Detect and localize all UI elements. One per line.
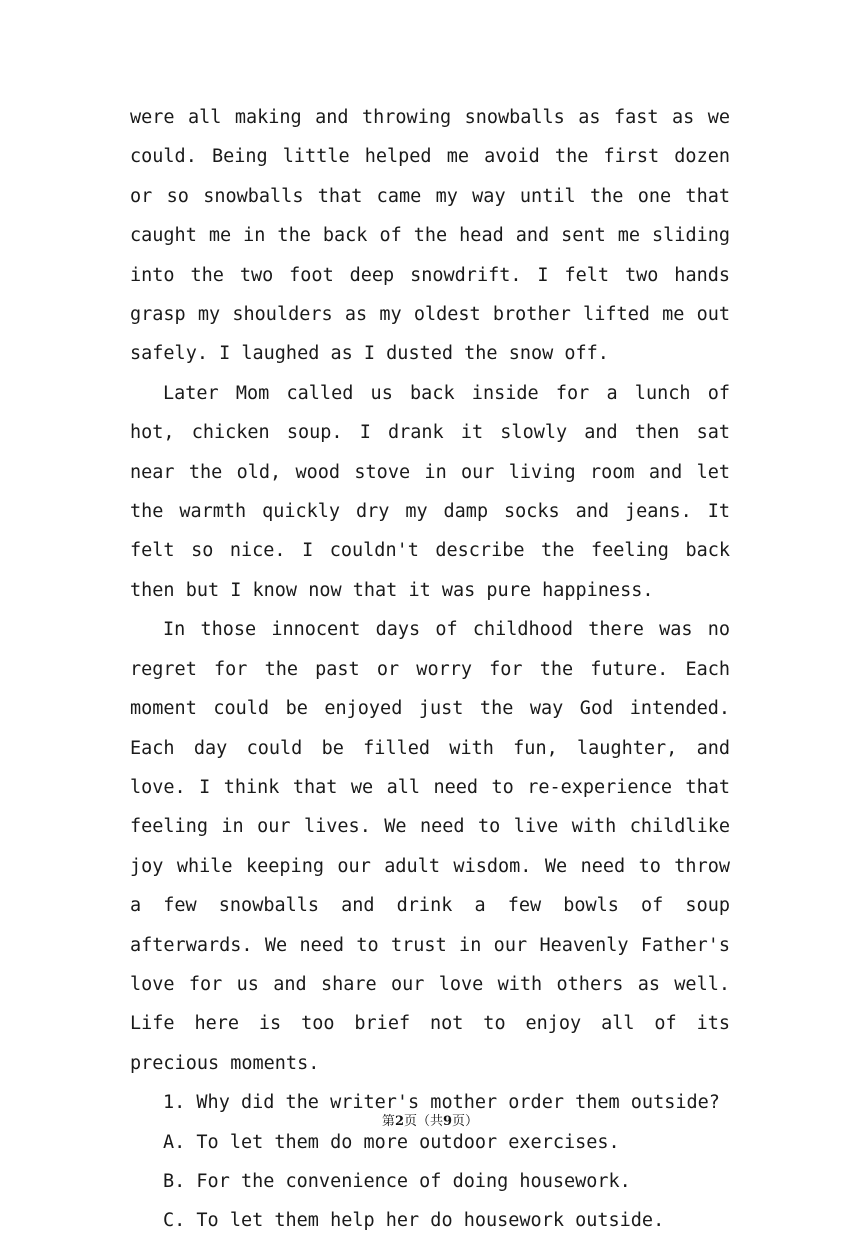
question-1: 1. Why did the writer's mother order them outside? <box>163 1092 720 1114</box>
footer-total-pages: 9 <box>443 1114 453 1129</box>
passage-paragraph-1: were all making and throwing snowballs as fast as we could. Being little helped me avoid the first dozen or so snowballs that came my way until the one that caught me in the back of the head and sent me sliding into the two foot deep snowdrift. I felt two hands grasp my shoulders as my oldest brother lifted me out safely. I laughed as I dusted the snow off. <box>130 107 730 365</box>
footer-prefix: 第 <box>381 1114 395 1129</box>
passage-paragraph-3: In those innocent days of childhood there was no regret for the past or worry for the future. Each moment could be enjoyed just the way God intended. Each day could be filled with fun, laughter, and love. I think that we all need to re-experience that feeling in our lives. We need to live with childlike joy while keeping our adult wisdom. We need to throw a few snowballs and drink a few bowls of soup afterwards. We need to trust in our Heavenly Father's love for us and share our love with others as well. Life here is too brief not to enjoy all of its precious moments. <box>130 619 730 1074</box>
footer-page-number: 2 <box>394 1114 404 1129</box>
footer-suffix: 页） <box>452 1114 479 1129</box>
page-footer <box>0 1110 860 1129</box>
option-c: C. To let them help her do housework outside. <box>163 1210 665 1232</box>
option-b: B. For the convenience of doing housework. <box>163 1170 631 1192</box>
document-page <box>130 98 730 1241</box>
footer-middle: 页（共 <box>403 1114 443 1129</box>
option-a: A. To let them do more outdoor exercises. <box>163 1131 620 1153</box>
passage-paragraph-2: Later Mom called us back inside for a lunch of hot, chicken soup. I drank it slowly and then sat near the old, wood stove in our living room and let the warmth quickly dry my damp socks and jeans. It felt so nice. I couldn't describe the feeling back then but I know now that it was pure happiness. <box>130 382 730 601</box>
